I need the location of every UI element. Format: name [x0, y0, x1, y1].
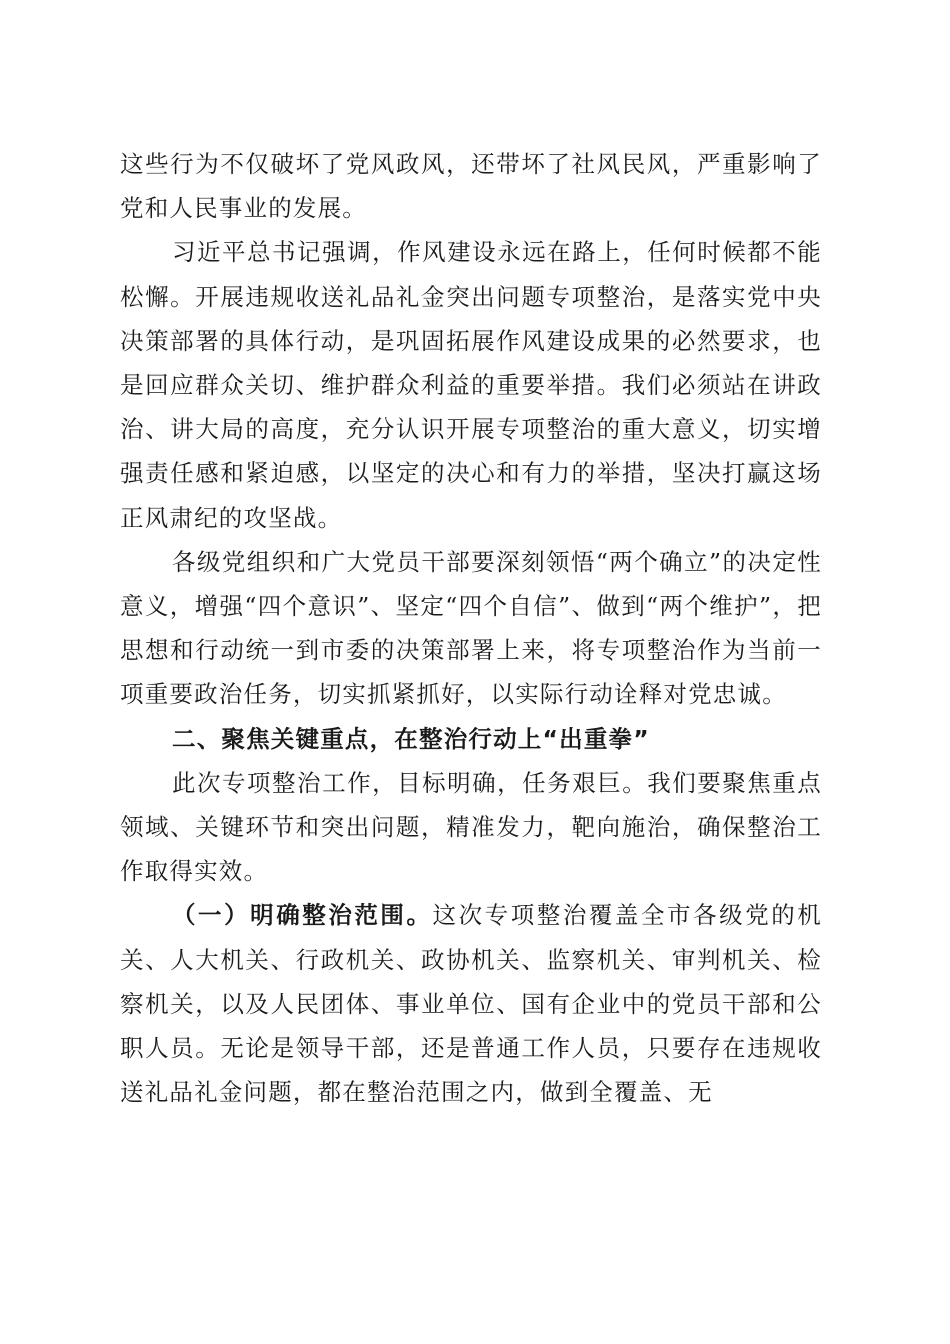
document-page: [120, 142, 822, 1114]
section-heading-2: 二、聚焦关键重点，在整治行动上“出重拳”: [172, 724, 650, 753]
paragraph-scope: [120, 893, 822, 1114]
paragraph-rectification-goals: 此次专项整治工作，目标明确，任务艰巨。我们要聚焦重点领域、关键环节和突出问题，精准发力，靶向施治，确保整治工作取得实效。: [120, 768, 822, 886]
scope-body: 这次专项整治覆盖全市各级党的机关、人大机关、行政机关、政协机关、监察机关、审判机关、检察机关，以及人民团体、事业单位、国有企业中的党员干部和公职人员。无论是领导干部，还是普通工作人员，只要存在违规收送礼品礼金问题，都在整治范围之内，做到全覆盖、无: [120, 901, 823, 1107]
paragraph-xi-emphasis: 习近平总书记强调，作风建设永远在路上，任何时候都不能松懈。开展违规收送礼品礼金突出问题专项整治，是落实党中央决策部署的具体行动，是巩固拓展作风建设成果的必然要求，也是回应群众关切、维护群众利益的重要举措。我们必须站在讲政治、讲大局的高度，充分认识开展专项整治的重大意义，切实增强责任感和紧迫感，以坚定的决心和有力的举措，坚决打赢这场正风肃纪的攻坚战。: [120, 238, 822, 532]
paragraph-continuation: 这些行为不仅破坏了党风政风，还带坏了社风民风，严重影响了党和人民事业的发展。: [120, 150, 822, 223]
subsection-lead-1: （一）明确整治范围。: [172, 901, 433, 930]
paragraph-party-organizations: 各级党组织和广大党员干部要深刻领悟“两个确立”的决定性意义，增强“四个意识”、坚定“四个自信”、做到“两个维护”，把思想和行动统一到市委的决策部署上来，将专项整治作为当前一项重要政治任务，切实抓紧抓好，以实际行动诠释对党忠诚。: [120, 547, 822, 709]
